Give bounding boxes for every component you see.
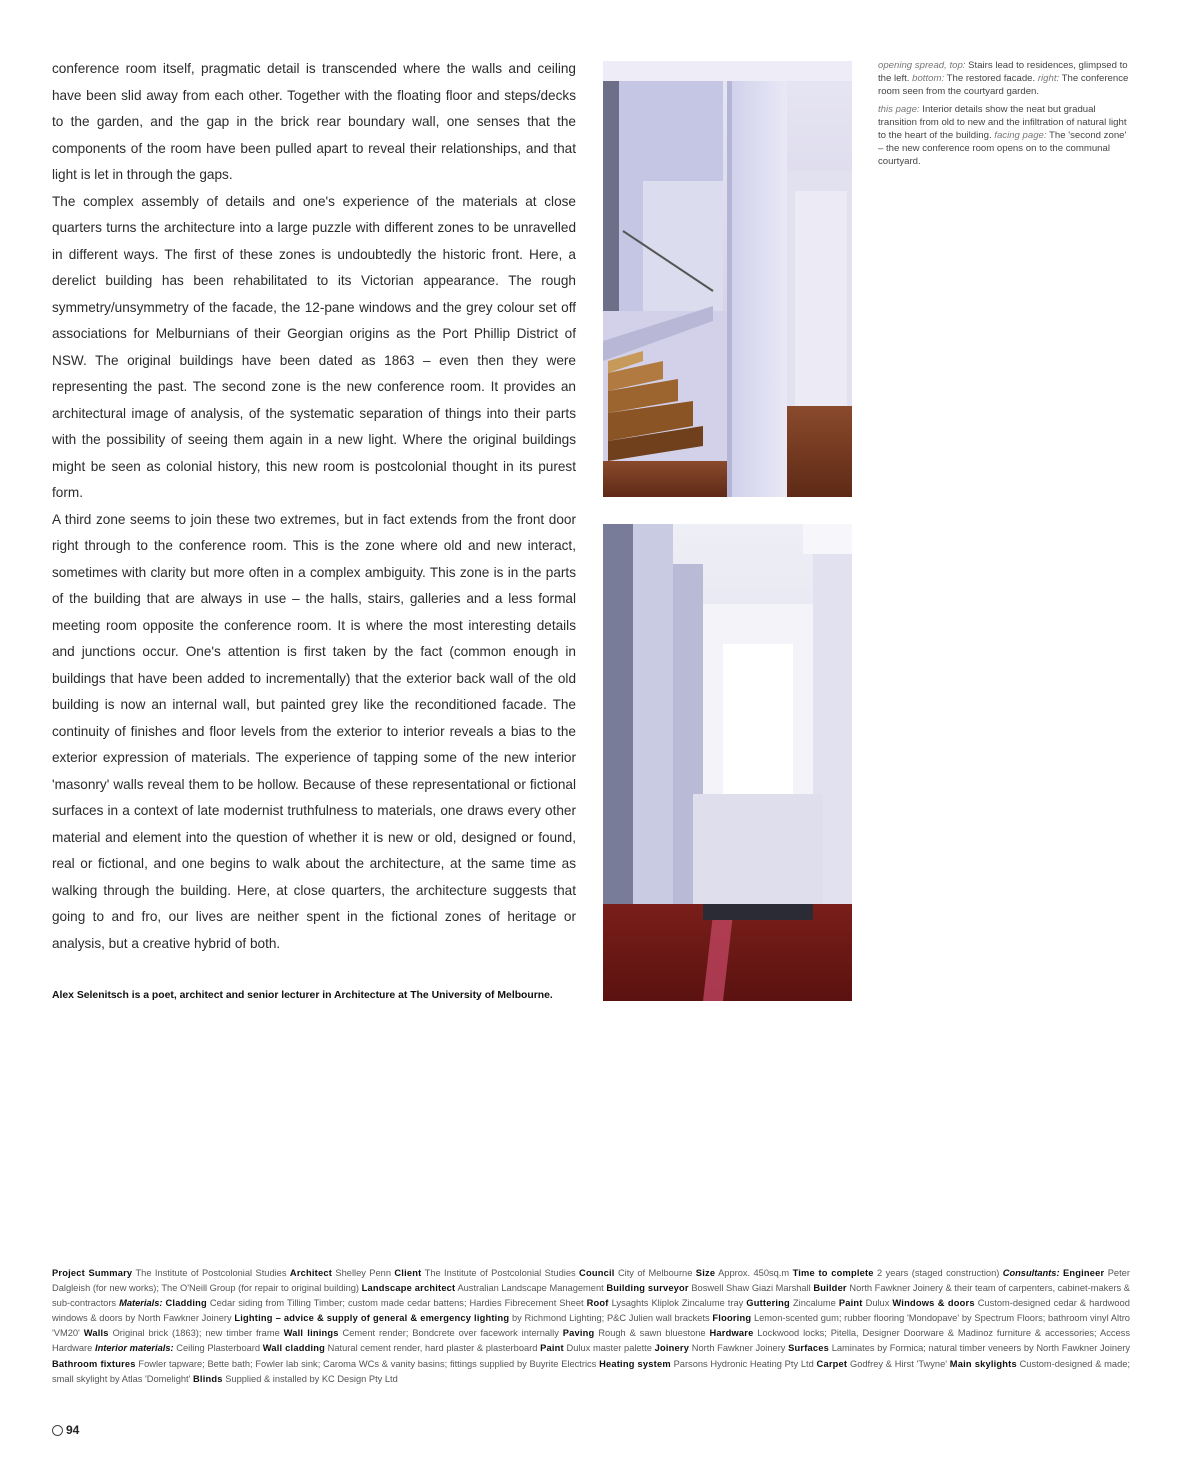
summary-entry [696, 1268, 793, 1278]
caption-text: The restored facade. [944, 73, 1038, 85]
caption-text: Stairs lead to residences, glimpsed to the left. [878, 60, 1128, 85]
skylit-gallery-photo [603, 524, 852, 1001]
summary-value: Ceiling Plasterboard [176, 1343, 261, 1354]
summary-entry [606, 1283, 813, 1293]
article-paragraph-1: conference room itself, pragmatic detail is transcended where the walls and ceiling have been slid away from each other. Together with the floating floor and steps/decks to the garden, and the gap in the brick rear boundary wall, one senses that the components of the room have been pulled apart to reveal their relationships, and that light is let in through the gaps. [52, 61, 576, 182]
summary-value: North Fawkner Joinery & their team of carpenters, cabinet-makers & sub-contractors [52, 1283, 1130, 1309]
summary-value: Cedar siding from Tilling Timber; custom made cedar battens; Hardies Fibrecement Sheet [209, 1298, 584, 1309]
summary-value: Custom-designed cedar & hardwood windows & doors by North Fawkner Joinery [52, 1298, 1130, 1324]
summary-key: Joinery [654, 1343, 690, 1354]
summary-key: Engineer [1062, 1268, 1105, 1278]
summary-key: Blinds [193, 1373, 223, 1384]
caption-label: this page: [878, 103, 920, 115]
summary-key: Council [579, 1268, 615, 1278]
summary-value: Lysaghts Kliplok Zincalume tray [611, 1298, 744, 1309]
summary-entry [263, 1343, 540, 1353]
summary-entry [793, 1268, 1003, 1278]
summary-entry [394, 1268, 579, 1278]
summary-key: Hardware [709, 1328, 754, 1339]
caption-text: The conference room seen from the courtyard garden. [878, 73, 1129, 98]
summary-entry [655, 1343, 789, 1353]
summary-value: Dulux master palette [566, 1343, 652, 1354]
summary-entry [193, 1374, 398, 1384]
summary-key: Wall cladding [262, 1343, 325, 1354]
summary-key: Paint [838, 1298, 863, 1309]
summary-key: Paving [562, 1328, 595, 1339]
summary-key: Wall linings [283, 1328, 339, 1339]
summary-value: Approx. 450sq.m [718, 1268, 790, 1278]
summary-value: Zincalume [792, 1298, 836, 1309]
summary-value: The Institute of Postcolonial Studies [424, 1268, 576, 1278]
summary-key: Roof [586, 1298, 609, 1309]
caption-text: The 'second zone' – the new conference room opens on to the communal courtyard. [878, 130, 1127, 168]
summary-section-label: Interior materials: [94, 1343, 174, 1354]
summary-key: Builder [813, 1283, 847, 1294]
summary-key: Main skylights [949, 1358, 1017, 1369]
summary-entry [95, 1343, 263, 1353]
summary-section-label: Materials: [119, 1298, 163, 1309]
summary-value: Lockwood locks; Pitella, Designer Doorware & Madinoz furniture & accessories; Access Hardware [52, 1328, 1130, 1354]
summary-key: Walls [83, 1328, 109, 1339]
summary-value: Australian Landscape Management [457, 1283, 604, 1294]
summary-entry [599, 1359, 816, 1369]
summary-entry [284, 1328, 563, 1338]
summary-entry [84, 1328, 284, 1338]
summary-value: Parsons Hydronic Heating Pty Ltd [673, 1358, 814, 1369]
summary-value: Peter Dalgleish (for new works); The O'Neill Group (for repair to original building) [52, 1268, 1130, 1294]
photo-captions [878, 59, 1130, 173]
summary-key: Time to complete [792, 1268, 874, 1278]
summary-value: The Institute of Postcolonial Studies [135, 1268, 287, 1278]
summary-value: North Fawkner Joinery [691, 1343, 786, 1354]
summary-entry [839, 1298, 893, 1308]
summary-value: 2 years (staged construction) [877, 1268, 1000, 1278]
summary-entry [234, 1313, 712, 1323]
summary-entry [290, 1268, 394, 1278]
summary-entry [52, 1268, 290, 1278]
summary-value: Supplied & installed by KC Design Pty Ltd [225, 1373, 398, 1384]
summary-value: Shelley Penn [335, 1268, 391, 1278]
summary-entry [587, 1298, 747, 1308]
article-paragraph-2: The complex assembly of details and one's experience of the materials at close quarters turns the architecture into a large puzzle with different zones to be unravelled in different ways. The first of these zones is undoubtedly the historic front. Here, a derelict building has been rehabilitated to its Victorian appearance. The rough symmetry/unsymmetry of the facade, the 12-pane windows and the grey colour set off associations for Melburnians of their Georgian origins as the Port Phillip District of NSW. The original buildings have been dated as 1863 – even then they were representing the past. The second zone is the new conference room. It provides an architectural image of analysis, of the systematic separation of things into their parts with the possibility of seeing them again in a new light. Where the original buildings might be seen as colonial history, this new room is postcolonial thought in its purest form. [52, 193, 576, 500]
summary-key: Cladding [165, 1298, 207, 1309]
caption-opening-spread [878, 59, 1130, 99]
article-paragraph-3: A third zone seems to join these two extremes, but in fact extends from the front door right through to the conference room. This is the zone where old and new interact, sometimes with clarity but more often in a complex ambiguity. This zone is in the parts of the building that are always in use – the halls, stairs, galleries and a less formal meeting room opposite the conference room. It is where the most interesting details and junctions occur. One's attention is first taken by the fact (common enough in buildings that have been added to incrementally) that the exterior back wall of the old building is now an internal wall, but painted grey like the reconditioned facade. The continuity of finishes and floor levels from the exterior to interior reveals a bias to the exterior expression of materials. The experience of tapping some of the new interior 'masonry' walls reveal them to be hollow. Because of these representational or fictional surfaces in a context of late modernist truthfulness to materials, one draws every other material and element into the question of whether it is new or old, designed or found, real or fictional, and one begins to walk about the architecture, at the same time as walking through the building. Here, at close quarters, the architecture suggests that going to and fro, our lives are neither spent in the fictional zones of heritage or analysis, but a creative hybrid of both. [52, 511, 576, 951]
summary-key: Flooring [712, 1313, 752, 1324]
summary-value: Boswell Shaw Giazi Marshall [691, 1283, 811, 1294]
summary-entry [788, 1343, 1130, 1353]
summary-key: Client [394, 1268, 422, 1278]
author-bio: Alex Selenitsch is a poet, architect and senior lecturer in Architecture at The University of Melbourne. [52, 990, 553, 1001]
folio-circle-icon [52, 1425, 63, 1436]
summary-entry [746, 1298, 839, 1308]
summary-entry [540, 1343, 655, 1353]
summary-value: Godfrey & Hirst 'Twyne' [849, 1358, 948, 1369]
article-body [52, 56, 576, 957]
summary-value: Rough & sawn bluestone [598, 1328, 706, 1339]
caption-label: facing page: [994, 130, 1047, 142]
summary-key: Carpet [816, 1358, 848, 1369]
summary-key: Paint [540, 1343, 564, 1354]
summary-value: Cement render; Bondcrete over facework internally [342, 1328, 559, 1339]
summary-key: Lighting – advice & supply of general & emergency lighting [234, 1313, 510, 1324]
summary-value: Original brick (1863); new timber frame [112, 1328, 280, 1339]
page-folio [52, 1423, 79, 1437]
summary-key: Guttering [746, 1298, 790, 1309]
summary-entry [817, 1359, 950, 1369]
summary-key: Bathroom fixtures [52, 1358, 136, 1369]
project-summary [52, 1266, 1130, 1387]
stair-hall-photo [603, 61, 852, 497]
summary-key: Surfaces [788, 1343, 830, 1354]
summary-value: Dulux [865, 1298, 890, 1309]
summary-key: Building surveyor [606, 1283, 689, 1294]
summary-key: Size [695, 1268, 716, 1278]
summary-value: Custom-designed & made; small skylight by Atlas 'Domelight' [52, 1358, 1131, 1384]
page-number: 94 [66, 1423, 80, 1437]
caption-label: right: [1037, 73, 1060, 85]
summary-value: by Richmond Lighting; P&C Julien wall brackets [511, 1313, 710, 1324]
summary-value: City of Melbourne [617, 1268, 693, 1278]
summary-entry [563, 1328, 710, 1338]
caption-label: opening spread, top: [878, 60, 966, 71]
summary-key: Architect [289, 1268, 333, 1278]
summary-value: Natural cement render, hard plaster & plasterboard [327, 1343, 538, 1354]
summary-section-label: Consultants: [1002, 1268, 1060, 1278]
caption-label: bottom: [912, 73, 945, 85]
summary-entry [579, 1268, 696, 1278]
summary-entry [52, 1359, 599, 1369]
summary-key: Windows & doors [892, 1298, 975, 1309]
summary-value: Laminates by Formica; natural timber veneers by North Fawkner Joinery [831, 1343, 1131, 1354]
summary-entry [362, 1283, 607, 1293]
summary-key: Heating system [599, 1358, 671, 1369]
summary-value: Fowler tapware; Bette bath; Fowler lab sink; Caroma WCs & vanity basins; fittings supplied by Buyrite Electrics [138, 1358, 597, 1369]
summary-entry [119, 1298, 587, 1308]
caption-text: Interior details show the neat but gradual transition from old to new and the infiltration of natural light to the heart of the building. [878, 103, 1127, 142]
summary-key: Landscape architect [361, 1283, 456, 1294]
summary-key: Project Summary [52, 1268, 133, 1278]
caption-this-page [878, 103, 1130, 169]
summary-value: Lemon-scented gum; rubber flooring 'Mondopave' by Spectrum Floors; bathroom vinyl Altro 'VM20' [52, 1313, 1130, 1339]
